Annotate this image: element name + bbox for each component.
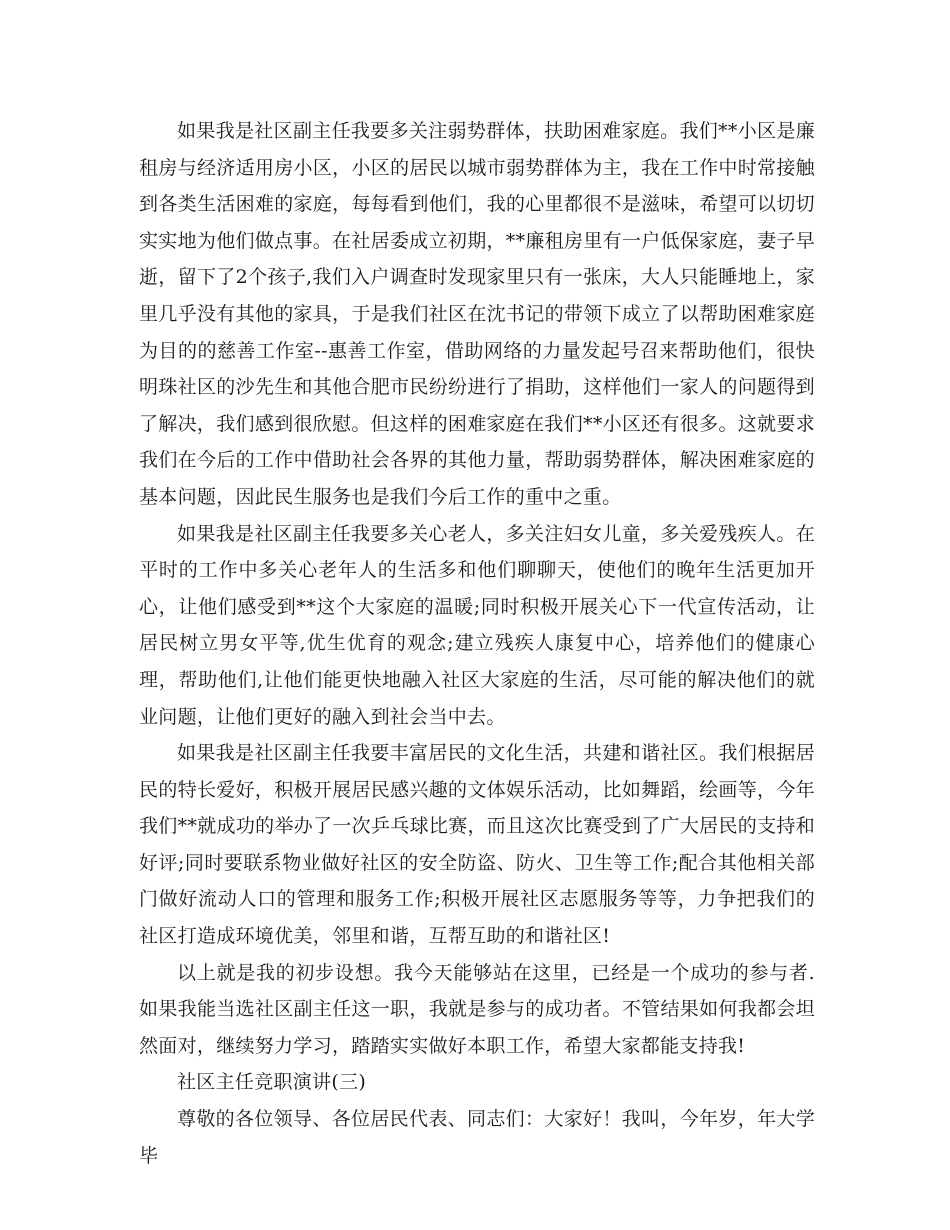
paragraph-greeting: 尊敬的各位领导、各位居民代表、同志们：大家好！我叫，今年岁，年大学毕: [139, 1108, 815, 1167]
paragraph-weak-groups: 如果我是社区副主任我要多关注弱势群体，扶助困难家庭。我们**小区是廉租房与经济适用房小区，小区的居民以城市弱势群体为主，我在工作中时常接触到各类生活困难的家庭，每每看到他们，我的心里都很不是滋味，希望可以切切实实地为他们做点事。在社居委成立初期，**廉租房里有一户低保家庭，妻子早逝，留下了2个孩子,我们入户调查时发现家里只有一张床，大人只能睡地上，家里几乎没有其他的家具，于是我们社区在沈书记的带领下成立了以帮助困难家庭为目的的慈善工作室--惠善工作室，借助网络的力量发起号召来帮助他们，很快明珠社区的沙先生和其他合肥市民纷纷进行了捐助，这样他们一家人的问题得到了解决，我们感到很欣慰。但这样的困难家庭在我们**小区还有很多。这就要求我们在今后的工作中借助社会各界的其他力量，帮助弱势群体，解决困难家庭的基本问题，因此民生服务也是我们今后工作的重中之重。: [139, 120, 815, 508]
document-body: [139, 113, 815, 1174]
paragraph-elderly-care: 如果我是社区副主任我要多关心老人，多关注妇女儿童，多关爱残疾人。在平时的工作中多关心老年人的生活多和他们聊聊天，使他们的晚年生活更加开心，让他们感受到**这个大家庭的温暖;同时积极开展关心下一代宣传活动，让居民树立男女平等,优生优育的观念;建立残疾人康复中心，培养他们的健康心理，帮助他们,让他们能更快地融入社区大家庭的生活，尽可能的解决他们的就业问题，让他们更好的融入到社会当中去。: [139, 522, 815, 728]
paragraph-conclusion: 以上就是我的初步设想。我今天能够站在这里，已经是一个成功的参与者.如果我能当选社区副主任这一职，我就是参与的成功者。不管结果如何我都会坦然面对，继续努力学习，踏踏实实做好本职工作，希望大家都能支持我!: [139, 961, 815, 1057]
paragraph-cultural-life: 如果我是社区副主任我要丰富居民的文化生活，共建和谐社区。我们根据居民的特长爱好，积极开展居民感兴趣的文体娱乐活动，比如舞蹈，绘画等，今年我们**就成功的举办了一次乒乓球比赛，而且这次比赛受到了广大居民的支持和好评;同时要联系物业做好社区的安全防盗、防火、卫生等工作;配合其他相关部门做好流动人口的管理和服务工作;积极开展社区志愿服务等等，力争把我们的社区打造成环境优美，邻里和谐，互帮互助的和谐社区!: [139, 742, 815, 948]
section-heading: 社区主任竞职演讲(三): [177, 1071, 367, 1094]
